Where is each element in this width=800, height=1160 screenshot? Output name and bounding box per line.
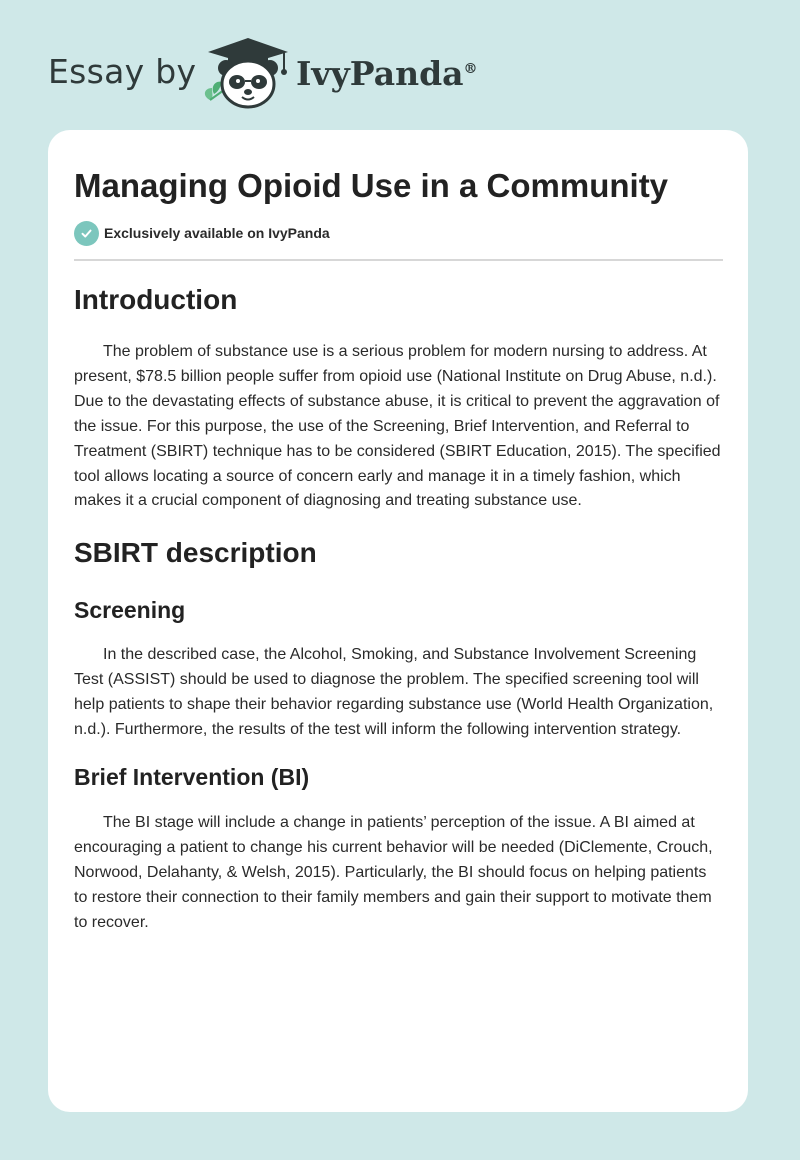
screening-paragraph: In the described case, the Alcohol, Smoking, and Substance Involvement Screening Test (ASSIST) should be used to diagnose the problem. The specified screening tool will help patients to shape their behavior regarding substance use (World Health Organization, n.d.). Furthermore, the results of the test will inform the following intervention strategy.: [74, 646, 714, 739]
brand-logo-text[interactable]: [296, 54, 478, 93]
check-circle-icon: [74, 221, 99, 246]
registered-mark: ®: [463, 61, 478, 77]
panda-graduate-icon[interactable]: [200, 34, 296, 110]
brief-intervention-paragraph: The BI stage will include a change in patients’ perception of the issue. A BI aimed at encouraging a patient to change his current behavior will be needed (DiClemente, Crouch, Norwood, Delahanty, & Welsh, 2015). Particularly, the BI should focus on helping patients to restore their connection to their family members and gain their support to motivate them to recover.: [74, 813, 713, 931]
title-divider: [74, 259, 723, 261]
article-content: [74, 130, 723, 936]
brand-name: IvyPanda: [296, 54, 464, 93]
subsection-heading-brief-intervention: Brief Intervention (BI): [74, 763, 310, 790]
article-card: [48, 130, 748, 1112]
essay-by-label: Essay by: [48, 52, 197, 91]
section-heading-introduction: Introduction: [74, 284, 238, 315]
section-heading-sbirt-description: SBIRT description: [74, 537, 317, 569]
site-header: [0, 0, 800, 120]
exclusive-badge: [74, 220, 723, 246]
page-title: Managing Opioid Use in a Community: [74, 167, 669, 204]
exclusive-label: Exclusively available on IvyPanda: [104, 225, 330, 241]
subsection-heading-screening: Screening: [74, 597, 186, 624]
introduction-paragraph: The problem of substance use is a serious problem for modern nursing to address. At present, $78.5 billion people suffer from opioid use (National Institute on Drug Abuse, n.d.). Due to the devastating effects of substance abuse, it is critical to prevent the aggravation of the issue. For this purpose, the use of the Screening, Brief Intervention, and Referral to Treatment (SBIRT) technique has to be considered (SBIRT Education, 2015). The specified tool allows locating a source of concern early and manage it in a timely fashion, which makes it a crucial component of diagnosing and treating substance use.: [74, 343, 721, 510]
